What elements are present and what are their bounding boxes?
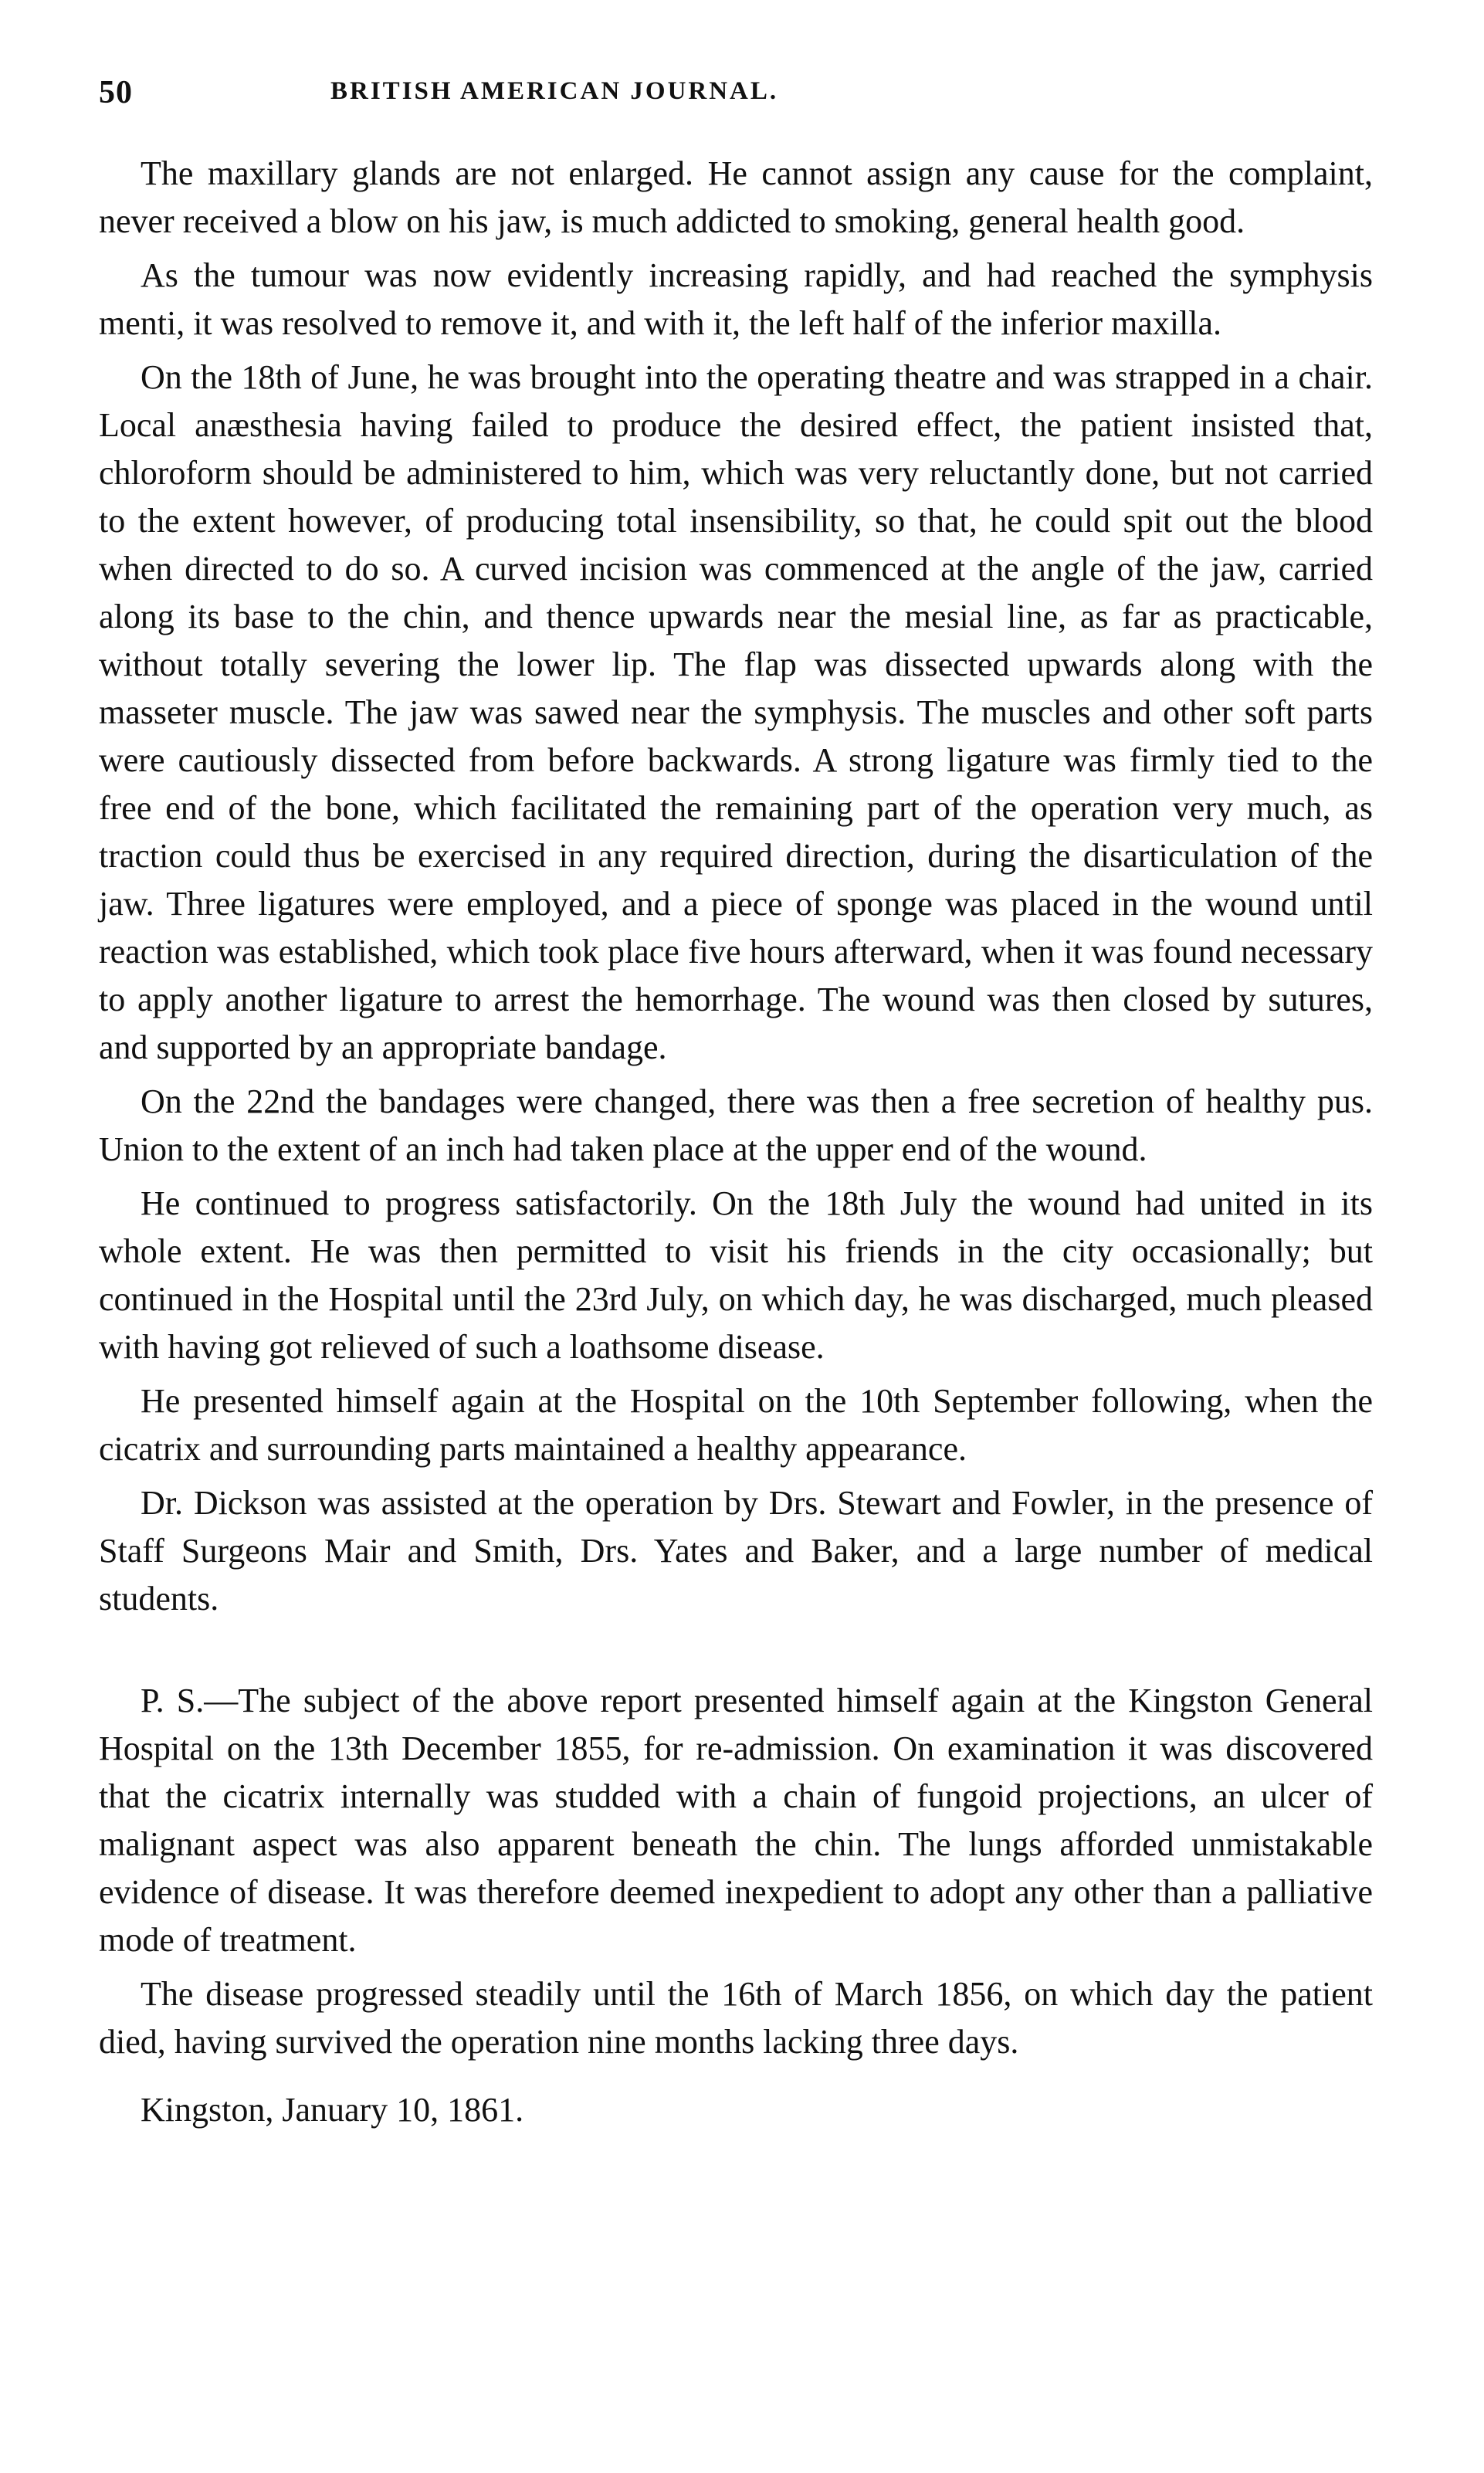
dateline: Kingston, January 10, 1861. xyxy=(141,2091,524,2129)
paragraph-bandages-changed: On the 22nd the bandages were changed, there was then a free secretion of healthy pus. Union to the extent of an inch had taken place at the upper end of the wound. xyxy=(99,1082,1373,1168)
postscript-death: The disease progressed steadily until the 16th of March 1856, on which day the patient died, having survived the operation nine months lacking three days. xyxy=(99,1975,1373,2061)
page-header xyxy=(99,74,1373,128)
paragraph-assistants: Dr. Dickson was assisted at the operation by Drs. Stewart and Fowler, in the presence of Staff Surgeons Mair and Smith, Drs. Yates and Baker, and a large number of medical students. xyxy=(99,1484,1373,1618)
postscript-readmission: P. S.—The subject of the above report presented himself again at the Kingston General Hospital on the 13th December 1855, for re-admission. On examination it was discovered that the cicatrix internally was studded with a chain of fungoid projections, an ulcer of malignant aspect was also apparent beneath the chin. The lungs afforded unmistakable evidence of disease. It was therefore deemed inexpedient to adopt any other than a palliative mode of treatment. xyxy=(99,1682,1373,1959)
paragraph-follow-up: He presented himself again at the Hospital on the 10th September following, when the cicatrix and surrounding parts maintained a healthy appearance. xyxy=(99,1382,1373,1468)
paragraph-tumour-removal-decision: As the tumour was now evidently increasing rapidly, and had reached the symphysis menti, it was resolved to remove it, and with it, the left half of the inferior maxilla. xyxy=(99,256,1373,342)
journal-page xyxy=(99,74,1373,2134)
postscript xyxy=(99,1677,1373,2066)
running-head: BRITISH AMERICAN JOURNAL. xyxy=(330,77,779,105)
paragraph-operation: On the 18th of June, he was brought into the operating theatre and was strapped in a chair. Local anæsthesia having failed to produce the desired effect, the patient insisted that, chloroform should be administered to him, which was very reluctantly done, but not carried to the extent however, of producing total insensibility, so that, he could spit out the blood when directed to do so. A curved incision was commenced at the angle of the jaw, carried along its base to the chin, and thence upwards near the mesial line, as far as practicable, without totally severing the lower lip. The flap was dissected upwards along with the masseter muscle. The jaw was sawed near the symphysis. The muscles and other soft parts were cautiously dissected from before backwards. A strong ligature was firmly tied to the free end of the bone, which facilitated the remaining part of the operation very much, as traction could thus be exercised in any required direction, during the disarticulation of the jaw. Three ligatures were employed, and a piece of sponge was placed in the wound until reaction was established, which took place five hours afterward, when it was found necessary to apply another ligature to arrest the hemorrhage. The wound was then closed by sutures, and supported by an appropriate bandage. xyxy=(99,358,1373,1066)
paragraph-progress: He continued to progress satisfactorily. On the 18th July the wound had united in its whole extent. He was then permitted to visit his friends in the city occasionally; but continued in the Hospital until the 23rd July, on which day, he was discharged, much pleased with having got relieved of such a loathsome disease. xyxy=(99,1184,1373,1366)
article-body xyxy=(99,150,1373,2066)
paragraph-maxillary-glands: The maxillary glands are not enlarged. He cannot assign any cause for the complaint, never received a blow on his jaw, is much addicted to smoking, general health good. xyxy=(99,154,1373,240)
page-number: 50 xyxy=(99,75,133,110)
